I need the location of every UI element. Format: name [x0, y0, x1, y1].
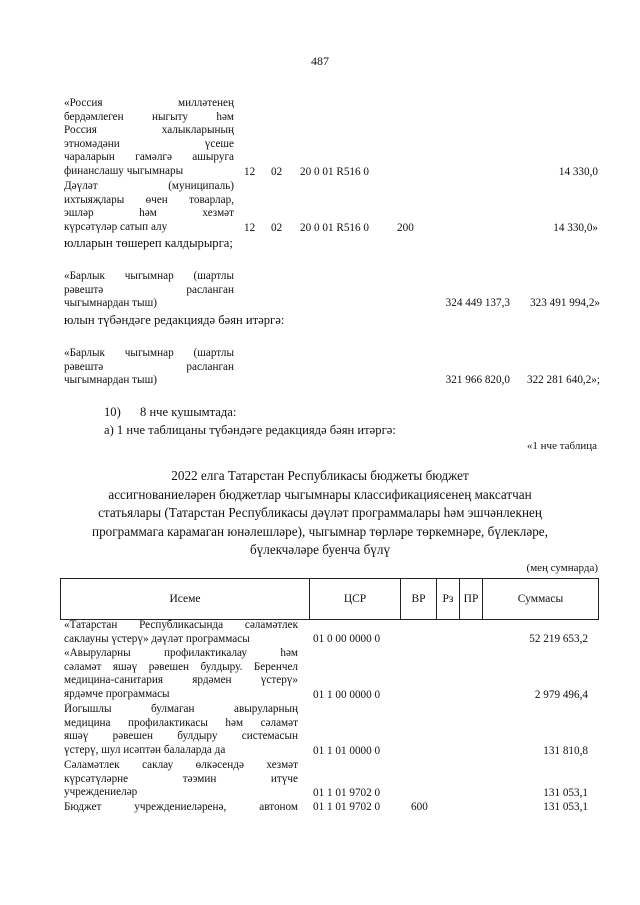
table-row-3-description — [64, 703, 298, 757]
row-desc-line: үстерү, шул исәптән балаларда да — [64, 743, 226, 756]
row-desc-line: ярдәмче программасы — [64, 687, 170, 700]
header-rz: Рз — [437, 579, 460, 620]
row-desc-line: яшәү рәвешен булдыру системасын — [64, 730, 298, 743]
row1-sum: 14 330,0 — [558, 166, 598, 178]
units-note: (мең сумнарда) — [526, 562, 598, 574]
row2-sum: 14 330,0» — [553, 222, 598, 234]
header-vr: ВР — [401, 579, 437, 620]
total2-sum-a: 321 966 820,0 — [445, 374, 510, 386]
table-row-2-sum: 2 979 496,4 — [534, 689, 588, 701]
row-desc-line: учреждениеләр — [64, 786, 138, 799]
total1-desc-line: чыгымнардан тыш) — [64, 297, 157, 310]
table-row-1-sum: 52 219 653,2 — [529, 633, 588, 645]
row1-rz: 12 — [244, 166, 256, 178]
table-label: «1 нче таблица — [526, 440, 597, 452]
item-a-text: а) 1 нче таблицаны түбәндәге редакциядә бәян итәргә: — [104, 423, 396, 437]
row1-desc-line: бердәмлеген ныгыту һәм — [64, 110, 234, 123]
row-desc-line: саклауны үстерү» дәүләт программасы — [64, 632, 250, 645]
row2-rz: 12 — [244, 222, 256, 234]
row-desc-line: «Авыруларны профилактикалау һәм — [64, 647, 298, 659]
row-desc-line: Бюджет учреждениеләренә, автоном — [64, 801, 298, 813]
title-line: программага карамаган юнәлешләре), чыгымнар төрләре төркемнәре, бүлекләре, — [92, 523, 548, 539]
table-row-3-csr: 01 1 01 0000 0 — [313, 745, 381, 757]
row-desc-line: сәламәт яшәү рәвешен булдыру. Беренчел — [64, 660, 298, 673]
total2-sum-b: 322 281 640,2»; — [526, 374, 600, 386]
table-header — [60, 578, 599, 620]
header-sum: Суммасы — [483, 579, 599, 620]
row-desc-line: медицина-санитария ярдәмен үстерү» — [64, 674, 298, 687]
delete-rows-instruction: юлларын төшереп калдырырга; — [64, 236, 233, 250]
row1-desc-line: чараларын гамәлгә ашыруга — [64, 151, 234, 164]
table-row-3-sum: 131 810,8 — [543, 745, 588, 757]
row2-vr: 200 — [397, 222, 414, 234]
title-line: 2022 елга Татарстан Республикасы бюджеты бюджет — [171, 468, 469, 483]
total2-description — [64, 347, 234, 388]
table-row-1-description — [64, 619, 298, 646]
table-row-4-csr: 01 1 01 9702 0 — [313, 787, 381, 799]
table-row-5-description — [64, 801, 298, 815]
table-row-5-sum: 131 053,1 — [543, 801, 588, 813]
row-desc-line: Йогышлы булмаган авыруларның — [64, 703, 298, 715]
row2-desc-line: ихтыяҗлары өчен товарлар, — [64, 193, 234, 206]
table-row-4-sum: 131 053,1 — [543, 787, 588, 799]
page-number: 487 — [311, 54, 329, 68]
total1-desc-line: «Барлык чыгымнар (шартлы — [64, 270, 234, 282]
table-title — [40, 467, 600, 560]
table-row-2-csr: 01 1 00 0000 0 — [313, 689, 381, 701]
total1-desc-line: рәвештә расланган — [64, 283, 234, 296]
total1-sum-a: 324 449 137,3 — [445, 297, 510, 309]
row2-desc-line: Дәүләт (муниципаль) — [64, 180, 234, 192]
row-desc-line: «Татарстан Республикасында сәламәтлек — [64, 619, 298, 631]
item-10-text: 8 нче кушымтада: — [140, 405, 237, 419]
header-pr: ПР — [460, 579, 483, 620]
title-line: статьялары (Татарстан Республикасы дәүләт программалары һәм эшчәнлекнең — [98, 505, 542, 520]
row2-description — [64, 180, 234, 234]
total2-desc-line: чыгымнардан тыш) — [64, 374, 157, 387]
total2-desc-line: «Барлык чыгымнар (шартлы — [64, 347, 234, 359]
title-line: ассигнованиеләрен бюджетлар чыгымнары классификациясенең максатчан — [108, 486, 532, 502]
table-row-1-csr: 01 0 00 0000 0 — [313, 633, 381, 645]
title-line: бүлекчәләре буенча бүлү — [249, 542, 391, 557]
table-row-5-vr: 600 — [411, 801, 428, 813]
row2-desc-line: эшләр һәм хезмәт — [64, 207, 234, 220]
item-10-number: 10) — [104, 405, 121, 419]
row-desc-line: Сәламәтлек саклау өлкәсендә хезмәт — [64, 759, 298, 771]
total1-description — [64, 270, 234, 311]
total1-sum-b: 323 491 994,2» — [530, 297, 600, 309]
row2-csr: 20 0 01 R516 0 — [300, 222, 369, 234]
table-row-4-description — [64, 759, 298, 800]
row1-desc-line: «Россия милләтенең — [64, 97, 234, 109]
header-csr: ЦСР — [310, 579, 401, 620]
replace-instruction: юлын түбәндәге редакциядә бәян итәргә: — [64, 313, 285, 327]
row1-description — [64, 97, 234, 179]
row1-pr: 02 — [271, 166, 283, 178]
table-row-2-description — [64, 647, 298, 701]
table-row-5-csr: 01 1 01 9702 0 — [313, 801, 381, 813]
row2-desc-line: күрсәтүләр сатып алу — [64, 220, 168, 233]
row1-desc-line: финанслашу чыгымнары — [64, 164, 184, 177]
row1-csr: 20 0 01 R516 0 — [300, 166, 369, 178]
row1-desc-line: Россия халыкларының — [64, 124, 234, 137]
row2-pr: 02 — [271, 222, 283, 234]
row1-desc-line: этномәдәни үсеше — [64, 137, 234, 150]
header-name: Исеме — [61, 579, 310, 620]
row-desc-line: күрсәтүләрне тәэмин итүче — [64, 772, 298, 785]
row-desc-line: медицина профилактикасы һәм сәламәт — [64, 716, 298, 729]
total2-desc-line: рәвештә расланган — [64, 360, 234, 373]
